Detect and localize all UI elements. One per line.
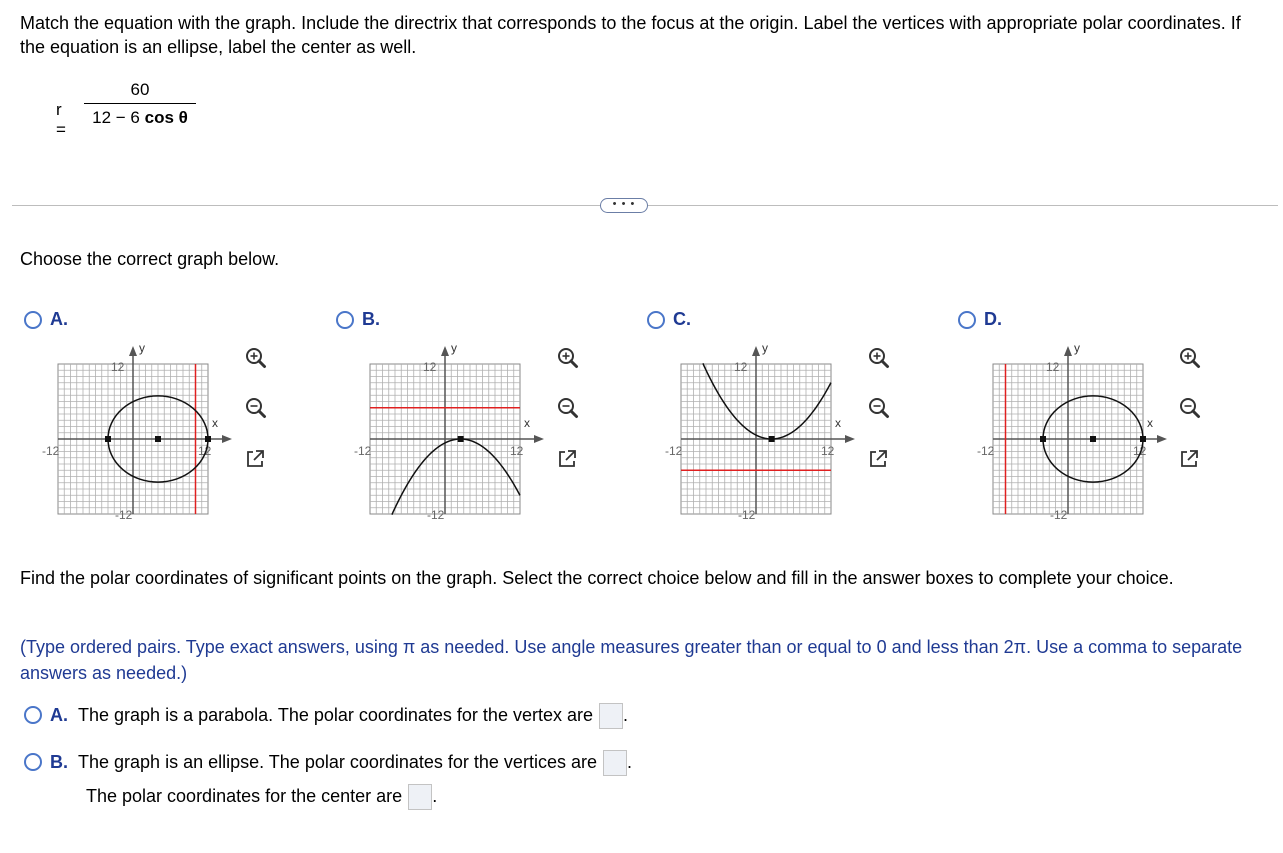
popout-icon-b[interactable] <box>552 444 582 474</box>
vertex-point <box>458 436 464 442</box>
radio-option-b[interactable] <box>336 311 354 329</box>
answer-choice-a[interactable] <box>50 703 628 729</box>
answer-a-period: . <box>622 704 628 725</box>
question-prompt: Match the equation with the graph. Include the directrix that corresponds to the focus at the origin. Label the vertices with appropriate polar coordinates. If the equation is an ellipse, label the center as well. <box>20 13 1241 57</box>
x-axis-arrow <box>1157 435 1167 443</box>
x-axis-arrow <box>222 435 232 443</box>
popout-icon-a[interactable] <box>240 444 270 474</box>
center-point <box>1090 436 1096 442</box>
x-tick-12: 12 <box>198 444 212 458</box>
y-tick-neg12: -12 <box>115 508 133 522</box>
y-tick-12: 12 <box>1046 360 1060 374</box>
y-axis-label: y <box>451 341 457 355</box>
radio-answer-b[interactable] <box>24 753 42 771</box>
zoom-out-icon-a[interactable] <box>240 392 270 422</box>
answer-b-text: The graph is an ellipse. The polar coordinates for the vertices are <box>78 751 597 772</box>
answer-a-text: The graph is a parabola. The polar coordinates for the vertex are <box>78 704 593 725</box>
zoom-out-icon-d[interactable] <box>1174 392 1204 422</box>
y-axis-arrow <box>129 346 137 356</box>
option-b-label[interactable]: B. <box>362 309 380 329</box>
y-tick-neg12: -12 <box>1050 508 1068 522</box>
answer-b-label: B. <box>50 751 68 772</box>
y-axis-arrow <box>441 346 449 356</box>
zoom-out-icon-b[interactable] <box>552 392 582 422</box>
zoom-in-icon-d[interactable] <box>1174 342 1204 372</box>
choose-instruction: Choose the correct graph below. <box>20 249 280 269</box>
graph-option-d[interactable] <box>977 336 1177 522</box>
more-button[interactable]: • • • <box>600 198 648 213</box>
y-tick-12: 12 <box>423 360 437 374</box>
option-d-label[interactable]: D. <box>984 309 1002 329</box>
x-tick-neg12: -12 <box>977 444 995 458</box>
x-tick-12: 12 <box>821 444 835 458</box>
option-c-label[interactable]: C. <box>673 309 691 329</box>
radio-option-a[interactable] <box>24 311 42 329</box>
center-period: . <box>432 785 438 806</box>
option-a-label[interactable]: A. <box>50 309 68 329</box>
popout-icon-c[interactable] <box>863 444 893 474</box>
vertex-point <box>769 436 775 442</box>
graph-option-b[interactable] <box>354 336 554 522</box>
radio-option-d[interactable] <box>958 311 976 329</box>
y-tick-12: 12 <box>111 360 125 374</box>
vertex-input[interactable] <box>599 703 623 729</box>
denominator-function: cos θ <box>144 108 188 127</box>
y-axis-arrow <box>752 346 760 356</box>
equation-numerator: 60 <box>84 80 196 104</box>
x-tick-neg12: -12 <box>665 444 683 458</box>
x-axis-arrow <box>845 435 855 443</box>
center-point <box>155 436 161 442</box>
graph-option-c[interactable] <box>665 336 865 522</box>
y-axis-label: y <box>762 341 768 355</box>
equation-denominator <box>84 104 196 128</box>
zoom-in-icon-a[interactable] <box>240 342 270 372</box>
vertex-left <box>1040 436 1046 442</box>
x-tick-neg12: -12 <box>42 444 60 458</box>
x-axis-arrow <box>534 435 544 443</box>
x-tick-12: 12 <box>510 444 524 458</box>
x-axis-label: x <box>524 416 530 430</box>
equation-lhs: r = <box>56 100 66 139</box>
x-tick-12: 12 <box>1133 444 1147 458</box>
y-tick-12: 12 <box>734 360 748 374</box>
vertex-left <box>105 436 111 442</box>
center-input[interactable] <box>408 784 432 810</box>
center-line <box>86 784 437 810</box>
y-tick-neg12: -12 <box>738 508 756 522</box>
radio-option-c[interactable] <box>647 311 665 329</box>
denominator-prefix: 12 − 6 <box>92 108 140 127</box>
graph-option-a[interactable] <box>42 336 242 522</box>
y-axis-arrow <box>1064 346 1072 356</box>
zoom-out-icon-c[interactable] <box>863 392 893 422</box>
answer-hint: (Type ordered pairs. Type exact answers, using π as needed. Use angle measures greater than or equal to 0 and less than 2π. Use a comma to separate answers as needed.) <box>20 637 1243 683</box>
popout-icon-d[interactable] <box>1174 444 1204 474</box>
y-axis-label: y <box>1074 341 1080 355</box>
x-axis-label: x <box>835 416 841 430</box>
equation-fraction <box>84 80 196 128</box>
x-tick-neg12: -12 <box>354 444 372 458</box>
vertex-right <box>1140 436 1146 442</box>
answer-choice-b[interactable] <box>50 750 632 776</box>
y-tick-neg12: -12 <box>427 508 445 522</box>
vertices-input[interactable] <box>603 750 627 776</box>
x-axis-label: x <box>1147 416 1153 430</box>
answer-a-label: A. <box>50 704 68 725</box>
y-axis-label: y <box>139 341 145 355</box>
center-text: The polar coordinates for the center are <box>86 785 403 806</box>
find-instruction: Find the polar coordinates of significant points on the graph. Select the correct choice below and fill in the answer boxes to complete your choice. <box>20 568 1174 588</box>
zoom-in-icon-b[interactable] <box>552 342 582 372</box>
radio-answer-a[interactable] <box>24 706 42 724</box>
x-axis-label: x <box>212 416 218 430</box>
zoom-in-icon-c[interactable] <box>863 342 893 372</box>
vertex-right <box>205 436 211 442</box>
answer-b-period: . <box>626 751 632 772</box>
